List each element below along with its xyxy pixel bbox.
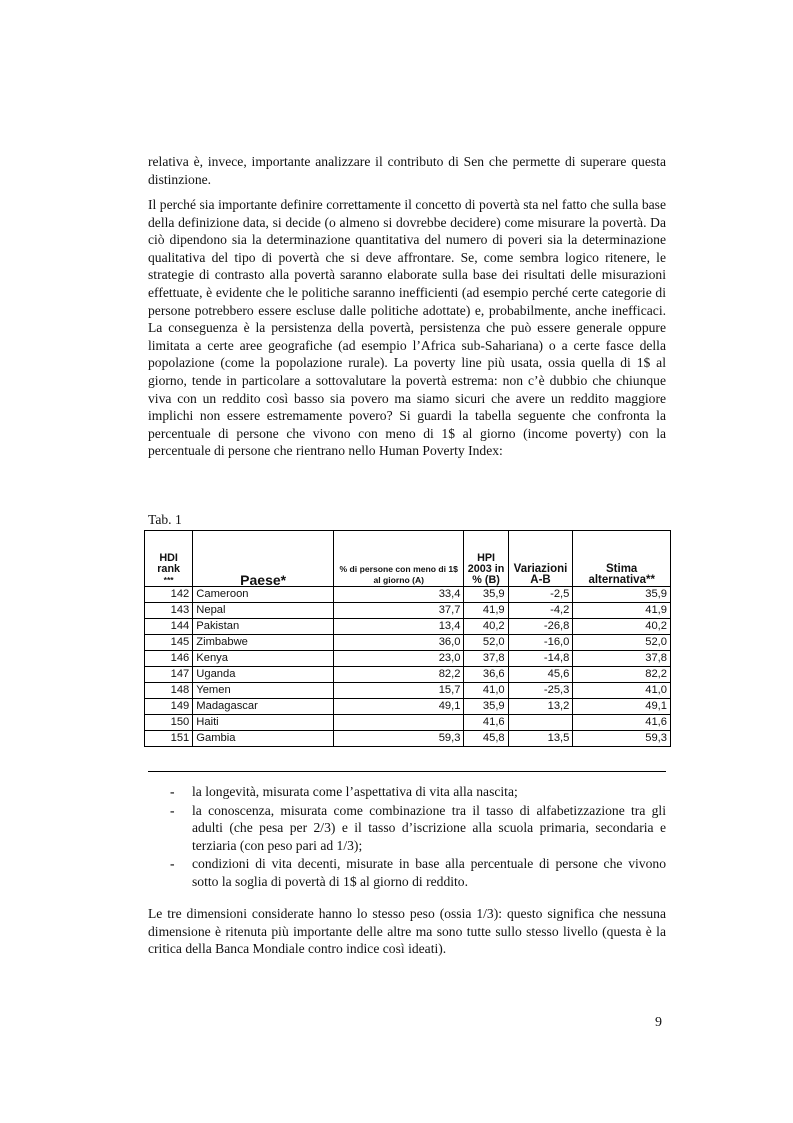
header-variazioni: Variazioni A-B <box>508 531 573 587</box>
cell-hpi-b: 37,8 <box>464 651 508 667</box>
table-row <box>145 635 671 651</box>
table-row <box>145 683 671 699</box>
cell-percent-a: 37,7 <box>334 603 464 619</box>
poverty-table <box>144 530 671 747</box>
bullet-dash: - <box>170 802 175 818</box>
dimensions-list <box>170 783 666 892</box>
header-hdi-rank-note: *** <box>163 575 174 585</box>
list-item-text: la conoscenza, misurata come combinazione tra il tasso di alfabetizzazione tra gli adulti (che pesa per 2/3) e il tasso d’iscrizione alla scuola primaria, secondaria e terziaria (con peso pari ad 1/3); <box>192 802 666 853</box>
cell-hdi-rank: 147 <box>145 667 193 683</box>
cell-percent-a: 23,0 <box>334 651 464 667</box>
list-item <box>170 855 666 890</box>
table-row <box>145 603 671 619</box>
cell-variazione: -26,8 <box>508 619 573 635</box>
cell-paese: Gambia <box>193 731 334 747</box>
bullet-dash: - <box>170 856 175 872</box>
paragraph-dimensions-weight: Le tre dimensioni considerate hanno lo stesso peso (ossia 1/3): questo significa che nessuna dimensione è ritenuta più importante delle altre ma sono tutte sullo stesso livello (questa è la critica della Banca Mondiale contro indice così ideati). <box>148 906 666 957</box>
cell-hpi-b: 35,9 <box>464 699 508 715</box>
table-header-row <box>145 531 671 587</box>
cell-hdi-rank: 143 <box>145 603 193 619</box>
list-item-text: condizioni di vita decenti, misurate in base alla percentuale di persone che vivono sotto la soglia di povertà di 1$ al giorno di reddito. <box>192 856 666 889</box>
paragraph-poverty-definition: Il perché sia importante definire correttamente il concetto di povertà sta nel fatto che sulla base della definizione data, si decide (o almeno si dovrebbe decidere) come misurare la povertà. Da ciò dipendono sia la determinazione quantitativa del numero di poveri sia la determinazione qualitativa del tipo di povertà che si deve affrontare. Se, come sembra logico ritenere, le strategie di contrasto alla povertà saranno elaborate sulla base dei risultati delle misurazioni effettuate, è evidente che le politiche saranno inefficienti (ad esempio perché certe categorie di persone potrebbero essere escluse dalle politiche adottate) e, probabilmente, anche inefficaci. La conseguenza è la persistenza della povertà, persistenza che può essere generale oppure limitata a certe aree geografiche (ad esempio l’Africa sub-Sahariana) o a certe fasce della popolazione (come la popolazione rurale). La poverty line più usata, ossia quella di 1$ al giorno, tende in particolare a sottovalutare la povertà estrema: non c’è dubbio che chiunque viva con un reddito così basso sia povero ma siamo sicuri che avere un reddito maggiore implichi non essere estremamente povero? Si guardi la tabella seguente che confronta la percentuale di persone che vivono con meno di 1$ al giorno (income poverty) con la percentuale di persone che rientrano nello Human Poverty Index: <box>148 197 666 459</box>
cell-percent-a: 49,1 <box>334 699 464 715</box>
cell-hdi-rank: 150 <box>145 715 193 731</box>
table-row <box>145 651 671 667</box>
table-row <box>145 587 671 603</box>
cell-paese: Kenya <box>193 651 334 667</box>
cell-variazione: 13,5 <box>508 731 573 747</box>
cell-percent-a <box>334 715 464 731</box>
header-paese: Paese* <box>193 531 334 587</box>
paragraph-intro: relativa è, invece, importante analizzare il contributo di Sen che permette di superare questa distinzione. <box>148 154 666 187</box>
cell-paese: Pakistan <box>193 619 334 635</box>
table-row <box>145 619 671 635</box>
cell-stima: 41,6 <box>573 715 671 731</box>
cell-hdi-rank: 145 <box>145 635 193 651</box>
cell-stima: 49,1 <box>573 699 671 715</box>
cell-percent-a: 59,3 <box>334 731 464 747</box>
cell-stima: 35,9 <box>573 587 671 603</box>
cell-paese: Zimbabwe <box>193 635 334 651</box>
cell-percent-a: 15,7 <box>334 683 464 699</box>
cell-stima: 37,8 <box>573 651 671 667</box>
cell-paese: Uganda <box>193 667 334 683</box>
cell-percent-a: 82,2 <box>334 667 464 683</box>
cell-stima: 41,0 <box>573 683 671 699</box>
cell-variazione: -14,8 <box>508 651 573 667</box>
table-row <box>145 715 671 731</box>
table-row <box>145 699 671 715</box>
cell-percent-a: 33,4 <box>334 587 464 603</box>
cell-variazione: -4,2 <box>508 603 573 619</box>
cell-hpi-b: 41,9 <box>464 603 508 619</box>
cell-stima: 82,2 <box>573 667 671 683</box>
cell-hpi-b: 41,0 <box>464 683 508 699</box>
cell-paese: Madagascar <box>193 699 334 715</box>
cell-hdi-rank: 146 <box>145 651 193 667</box>
cell-hdi-rank: 142 <box>145 587 193 603</box>
cell-paese: Haiti <box>193 715 334 731</box>
bullet-dash: - <box>170 784 175 799</box>
page-number: 9 <box>655 1015 662 1030</box>
cell-variazione: -16,0 <box>508 635 573 651</box>
cell-variazione: 13,2 <box>508 699 573 715</box>
cell-hpi-b: 52,0 <box>464 635 508 651</box>
header-percent-under-1-dollar: % di persone con meno di 1$ al giorno (A) <box>334 531 464 587</box>
cell-variazione: -25,3 <box>508 683 573 699</box>
table-row <box>145 731 671 747</box>
cell-paese: Nepal <box>193 603 334 619</box>
cell-variazione: 45,6 <box>508 667 573 683</box>
cell-hdi-rank: 151 <box>145 731 193 747</box>
table-row <box>145 667 671 683</box>
cell-hpi-b: 36,6 <box>464 667 508 683</box>
header-hpi-2003: HPI 2003 in % (B) <box>464 531 508 587</box>
list-item-text: la longevità, misurata come l’aspettativa di vita alla nascita; <box>192 784 518 799</box>
cell-variazione <box>508 715 573 731</box>
list-item <box>170 783 666 801</box>
cell-paese: Yemen <box>193 683 334 699</box>
list-item <box>170 802 666 855</box>
cell-stima: 59,3 <box>573 731 671 747</box>
header-hdi-rank-label: HDI rank <box>157 552 181 575</box>
cell-stima: 41,9 <box>573 603 671 619</box>
cell-hpi-b: 45,8 <box>464 731 508 747</box>
cell-hdi-rank: 148 <box>145 683 193 699</box>
cell-stima: 40,2 <box>573 619 671 635</box>
table-caption: Tab. 1 <box>148 512 182 527</box>
cell-hpi-b: 41,6 <box>464 715 508 731</box>
cell-hpi-b: 40,2 <box>464 619 508 635</box>
header-stima-alternativa: Stima alternativa** <box>573 531 671 587</box>
cell-hdi-rank: 149 <box>145 699 193 715</box>
cell-variazione: -2,5 <box>508 587 573 603</box>
footnote-divider <box>148 771 666 772</box>
cell-hdi-rank: 144 <box>145 619 193 635</box>
cell-stima: 52,0 <box>573 635 671 651</box>
cell-percent-a: 36,0 <box>334 635 464 651</box>
cell-percent-a: 13,4 <box>334 619 464 635</box>
cell-paese: Cameroon <box>193 587 334 603</box>
cell-hpi-b: 35,9 <box>464 587 508 603</box>
header-hdi-rank <box>145 531 193 587</box>
